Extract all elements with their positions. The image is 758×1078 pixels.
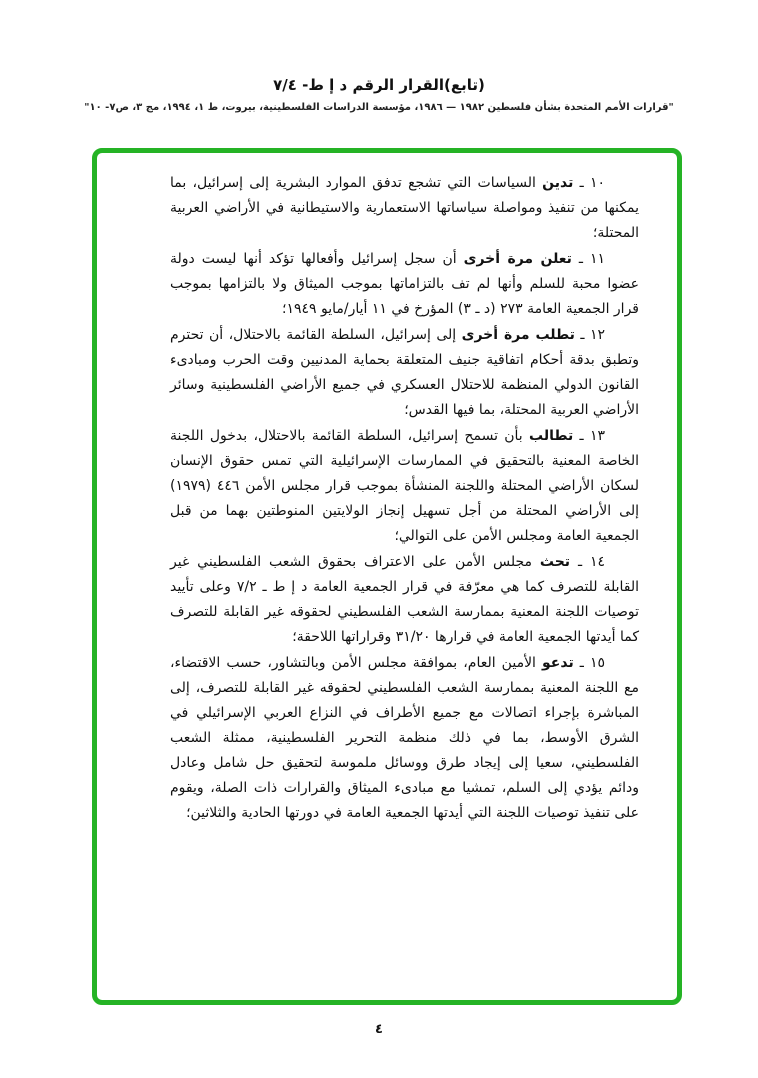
content-box — [92, 148, 682, 1005]
paragraph-lead: تحث — [539, 554, 571, 570]
document-title: (تابع)القرار الرقم د إ ط- ٧/٤ — [273, 76, 485, 94]
document-header — [0, 76, 758, 113]
paragraph-text: أن سجل إسرائيل وأفعالها تؤكد أنها ليست دولة عضوا محبة للسلم وأنها لم تف بالتزاماتها بموجب الميثاق ولا بالتزامها بموجب قرار الجمعية العامة ٢٧٣ (د ـ ٣) المؤرخ في ١١ أيار/مايو ١٩٤٩؛ — [170, 251, 639, 317]
paragraph-number: ١٥ ـ — [579, 655, 606, 671]
paragraph-number: ١١ ـ — [578, 251, 606, 267]
paragraph-number: ١٤ ـ — [577, 554, 605, 570]
paragraph-lead: تطلب مرة أخرى — [461, 327, 575, 343]
page-number: ٤ — [375, 1022, 383, 1037]
paragraph-number: ١٠ ـ — [579, 175, 606, 191]
paragraph-15 — [170, 651, 639, 826]
paragraph-lead: تدين — [542, 175, 574, 191]
paragraph-number: ١٣ ـ — [579, 428, 605, 444]
paragraph-text: الأمين العام، بموافقة مجلس الأمن وبالتشاور، حسب الاقتضاء، مع اللجنة المعنية بممارسة الشعب الفلسطيني لحقوقه غير القابلة للتصرف، إلى المباشرة بإجراء اتصالات مع جميع الأطراف في النزاع العربي الإسرائيلي في الشرق الأوسط، بما في ذلك منظمة التحرير الفلسطينية، ممثلة الشعب الفلسطيني، سعيا إلى إيجاد طرق ووسائل ملموسة لتحقيق حل شامل وعادل ودائم يؤدي إلى السلم، تمشيا مع مبادىء الميثاق والقرارات ذات الصلة، ويقوم على تنفيذ توصيات اللجنة التي أيدتها الجمعية العامة في دورتها الحادية والثلاثين؛ — [170, 655, 639, 821]
paragraph-number: ١٢ ـ — [580, 327, 605, 343]
paragraph-13 — [170, 424, 639, 549]
paragraph-text: السياسات التي تشجع تدفق الموارد البشرية إلى إسرائيل، بما يمكنها من تنفيذ ومواصلة سياساتها الاستعمارية والاستيطانية في الأراضي العربية المحتلة؛ — [170, 175, 639, 241]
paragraph-10 — [170, 171, 639, 246]
paragraph-lead: تدعو — [542, 655, 574, 671]
paragraph-12 — [170, 323, 639, 423]
paragraph-text: بأن تسمح إسرائيل، السلطة القائمة بالاحتلال، بدخول اللجنة الخاصة المعنية بالتحقيق في الممارسات الإسرائيلية التي تمس حقوق الإنسان لسكان الأراضي المحتلة واللجنة المنشأة بموجب قرار مجلس الأمن ٤٤٦ (١٩٧٩) إلى الأراضي المحتلة من أجل تسهيل إنجاز الولايتين المنوطتين بهما من قبل الجمعية العامة ومجلس الأمن على التوالي؛ — [170, 428, 639, 544]
paragraph-text: مجلس الأمن على الاعتراف بحقوق الشعب الفلسطيني غير القابلة للتصرف كما هي معرّفة في قرار الجمعية العامة د إ ط ـ ٧/٢ وعلى تأييد توصيات اللجنة المعنية بممارسة الشعب الفلسطيني لحقوقه غير القابلة للتصرف كما أيدتها الجمعية العامة في قرارها ٣١/٢٠ وقراراتها اللاحقة؛ — [170, 554, 639, 645]
paragraph-11 — [170, 247, 639, 322]
paragraph-lead: تطالب — [529, 428, 574, 444]
document-source-line: "قرارات الأمم المتحدة بشأن فلسطين ١٩٨٢ — ١٩٨٦، مؤسسة الدراسات الفلسطينية، بيروت، ط ١، ١٩٩٤، مج ٣، ص٧- ١٠" — [84, 102, 674, 113]
paragraph-14 — [170, 550, 639, 650]
paragraph-text: إلى إسرائيل، السلطة القائمة بالاحتلال، أن تحترم وتطبق بدقة أحكام اتفاقية جنيف المتعلقة بحماية المدنيين وقت الحرب ومبادىء القانون الدولي المنظمة للاحتلال العسكري في جميع الأراضي الفلسطينية وسائر الأراضي العربية المحتلة، بما فيها القدس؛ — [170, 327, 639, 418]
paragraph-lead: تعلن مرة أخرى — [463, 251, 572, 267]
